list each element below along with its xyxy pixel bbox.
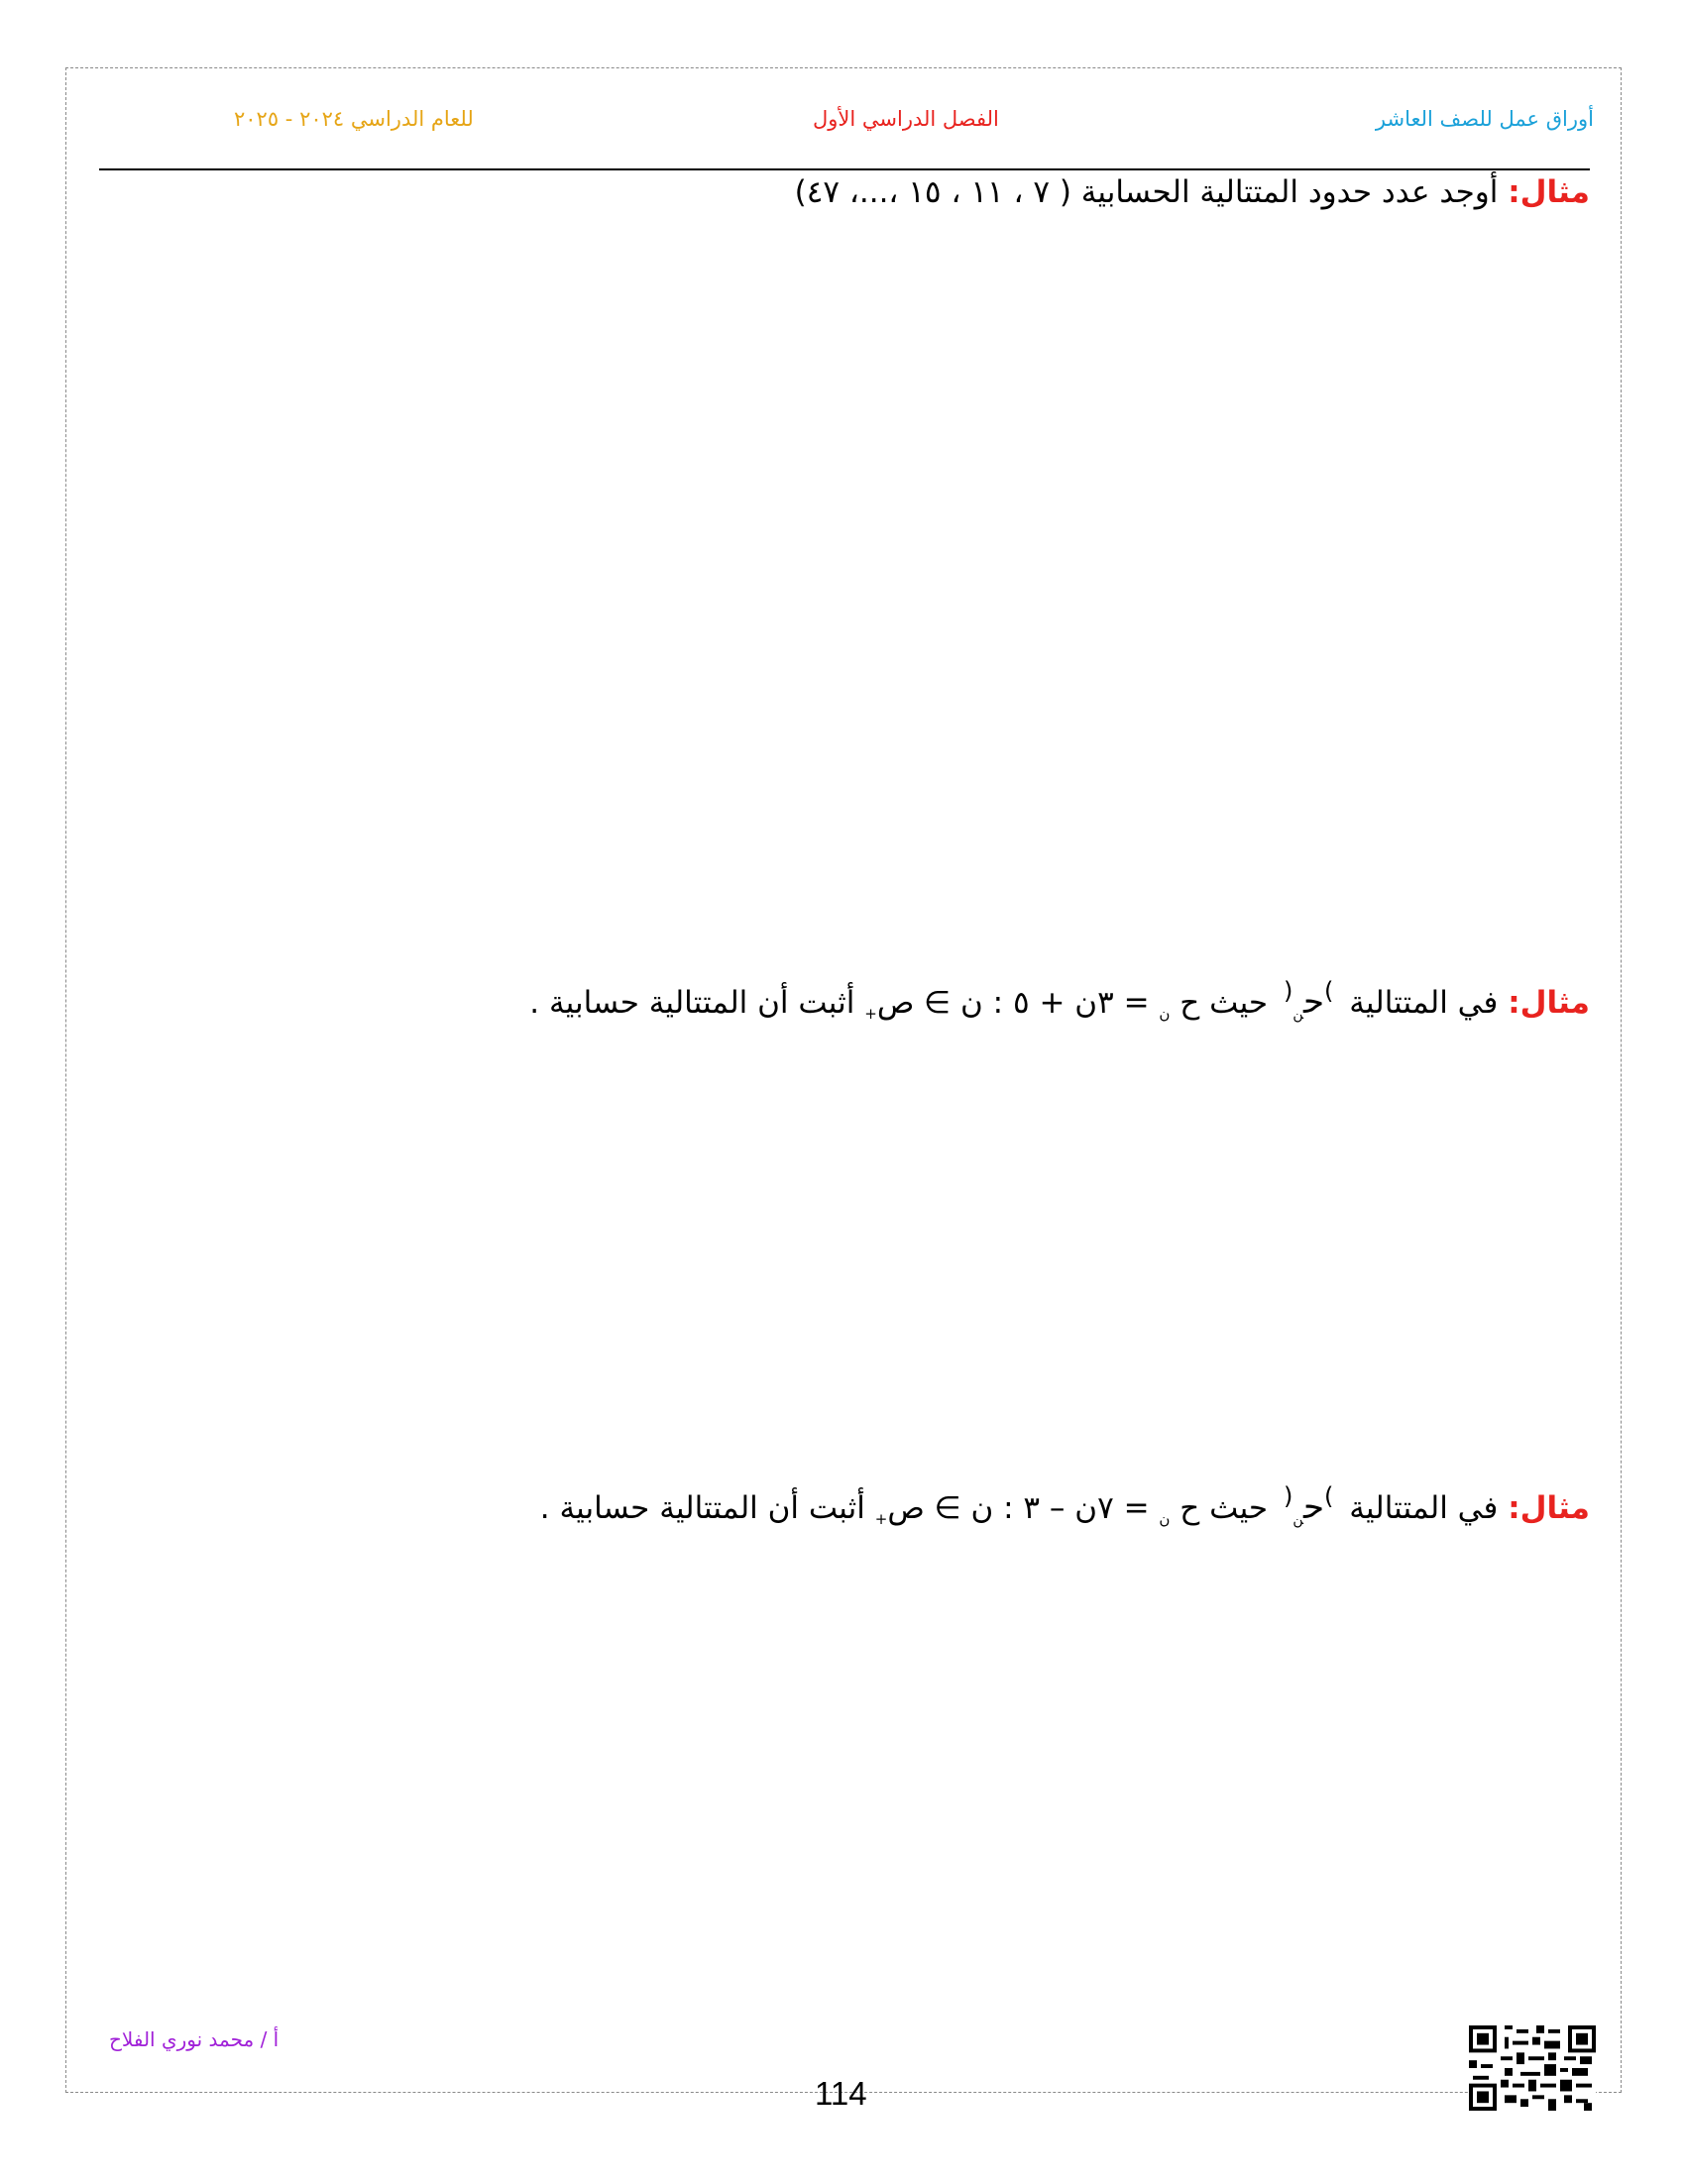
example-text: أوجد عدد حدود المتتالية الحسابية ( ٧ ، ١١ ، ١٥ ،...، ٤٧) (794, 174, 1509, 210)
example-3 (540, 1482, 1590, 1528)
sequence-notation: )حن( (1283, 977, 1334, 1023)
example-label: مثال: (1508, 985, 1590, 1021)
set-subscript: + (874, 1510, 888, 1528)
page-frame (65, 67, 1622, 2093)
example-label: مثال: (1508, 174, 1590, 210)
example-intro: في المتتالية (1339, 985, 1509, 1021)
example-task: أثبت أن المتتالية حسابية . (529, 985, 865, 1021)
header-semester: الفصل الدراسي الأول (813, 107, 999, 131)
term-subscript: ن (1159, 1510, 1171, 1528)
qr-code-icon (1469, 2025, 1596, 2111)
example-2 (529, 977, 1590, 1023)
example-label: مثال: (1508, 1490, 1590, 1526)
page-number: 114 (815, 2075, 867, 2112)
header-divider (99, 168, 1590, 170)
term-formula: = ٧ن – ٣ : ن ∋ ص (887, 1490, 1160, 1526)
term-subscript: ن (1159, 1005, 1171, 1023)
example-task: أثبت أن المتتالية حسابية . (539, 1490, 875, 1526)
term-where: حيث ح (1170, 1490, 1269, 1526)
header-year: للعام الدراسي ٢٠٢٤ - ٢٠٢٥ (234, 107, 474, 131)
example-intro: في المتتالية (1339, 1490, 1509, 1526)
author-name: أ / محمد نوري الفلاح (109, 2027, 280, 2051)
sequence-notation: )حن( (1283, 1482, 1334, 1528)
header-grade: أوراق عمل للصف العاشر (1375, 107, 1594, 131)
set-subscript: + (864, 1005, 877, 1023)
term-formula: = ٣ن + ٥ : ن ∋ ص (876, 985, 1160, 1021)
example-1 (795, 174, 1590, 210)
term-where: حيث ح (1170, 985, 1269, 1021)
